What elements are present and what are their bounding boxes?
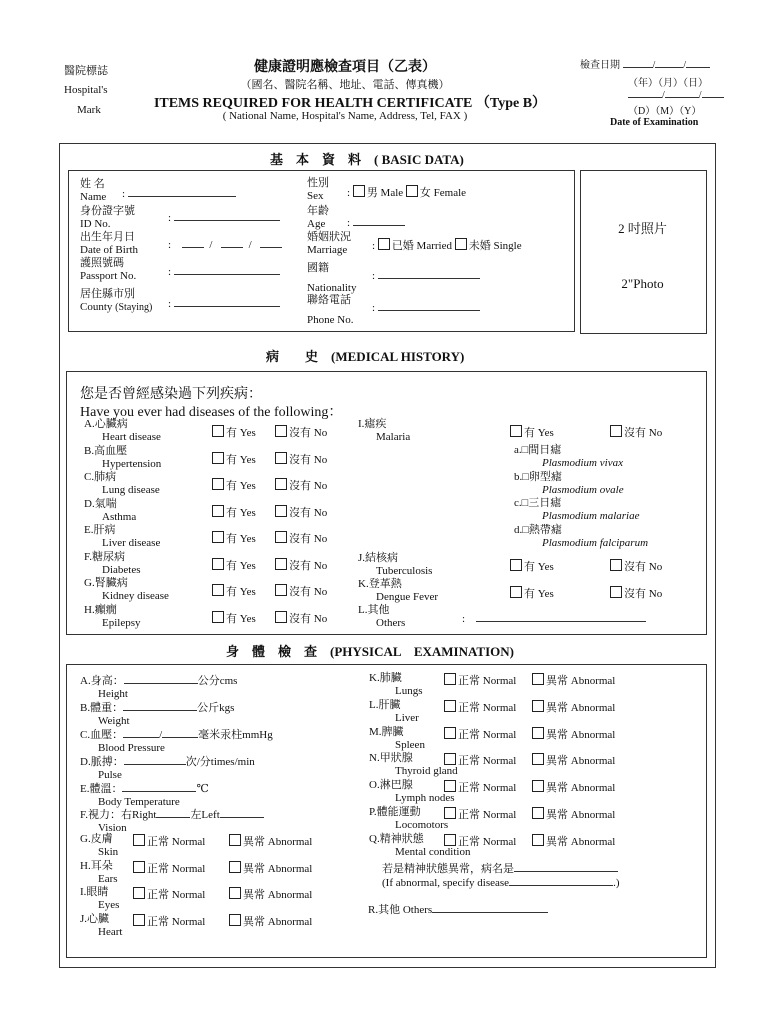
history-disease-label: H.癲癇 Epilepsy [84,603,141,629]
normal-checkbox[interactable]: 正常 Normal [444,699,516,715]
physical-item-label: H.耳朵 Ears [80,859,118,885]
physical-item-label: Q.精神狀態 Mental condition [369,832,471,858]
normal-checkbox[interactable]: 正常 Normal [133,833,205,849]
history-disease-label: B.高血壓 Hypertension [84,444,162,470]
passport-label: 護照號碼 Passport No. [80,257,137,282]
mental-note-en: (If abnormal, specify disease .) [382,874,619,889]
normal-checkbox[interactable]: 正常 Normal [444,779,516,795]
county-label: 居住縣市別 County (Staying) [80,288,153,313]
photo-label-zh: 2 吋照片 [618,221,667,236]
sex-options: : 男 Male 女 Female [347,187,467,199]
title-zh: 健康證明應檢查項目（乙表） [254,60,436,75]
hospital-mark-label-en2: Mark [77,104,101,116]
tb-no[interactable]: 沒有 No [610,558,662,574]
history-heading: 病 史 (MEDICAL HISTORY) [266,349,465,364]
dengue-no[interactable]: 沒有 No [610,585,662,601]
history-yes-checkbox[interactable]: 有 Yes [212,583,256,599]
id-label: 身份證字號 ID No. [80,205,135,230]
date-ymd-zh: （年）（月）（日） [628,78,708,89]
dengue-label: K.登革熱 Dengue Fever [358,578,439,603]
history-yes-checkbox[interactable]: 有 Yes [212,557,256,573]
height-field[interactable] [124,672,198,684]
normal-checkbox[interactable]: 正常 Normal [133,886,205,902]
bp-diastolic-field[interactable] [162,726,198,738]
history-no-checkbox[interactable]: 沒有 No [275,477,327,493]
malaria-type[interactable]: c.□三日瘧 Plasmodium malariae [514,497,640,522]
vision-left-field[interactable] [220,806,264,818]
malaria-yes[interactable]: 有 Yes [510,424,554,440]
photo-box[interactable] [580,170,707,334]
married-checkbox[interactable] [378,238,390,250]
abnormal-checkbox[interactable]: 異常 Abnormal [229,886,312,902]
abnormal-checkbox[interactable]: 異常 Abnormal [532,752,615,768]
height-row: A.身高： 公分cms Height [80,672,237,701]
abnormal-checkbox[interactable]: 異常 Abnormal [532,806,615,822]
malaria-type[interactable]: d.□熱帶瘧 Plasmodium falciparum [514,523,649,549]
single-checkbox[interactable] [455,238,467,250]
weight-row: B.體重： 公斤kgs Weight [80,699,234,728]
passport-field[interactable]: : [168,263,280,278]
temp-row: E.體溫： ℃ Body Temperature [80,780,209,809]
normal-checkbox[interactable]: 正常 Normal [444,672,516,688]
normal-checkbox[interactable]: 正常 Normal [444,806,516,822]
phone-field[interactable]: : [372,299,480,314]
history-yes-checkbox[interactable]: 有 Yes [212,451,256,467]
temp-field[interactable] [122,780,196,792]
others-label: L.其他 Others [358,604,406,629]
physical-item-label: P.體能運動 Locomotors [369,806,449,831]
normal-checkbox[interactable]: 正常 Normal [444,752,516,768]
subtitle-en: ( National Name, Hospital's Name, Address, Tel, FAX ) [222,110,468,122]
pulse-row: D.脈搏： 次/分times/min Pulse [80,753,255,782]
physical-others: R.其他 Others [368,901,548,917]
age-field[interactable]: : [347,210,405,229]
malaria-type[interactable]: a.□間日瘧 Plasmodium vivax [514,444,623,469]
tb-yes[interactable]: 有 Yes [510,558,554,574]
history-disease-label: D.氣喘 Asthma [84,497,137,523]
age-label: 年齡 Age [307,205,329,230]
nationality-field[interactable]: : [372,267,480,282]
female-checkbox[interactable] [406,185,418,197]
marriage-label: 婚姻狀況 Marriage [307,231,351,256]
id-field[interactable]: : [168,209,280,224]
basic-data-heading: 基 本 資 料 ( BASIC DATA) [270,152,464,167]
history-disease-label: G.腎臟病 Kidney disease [84,577,169,602]
county-field[interactable]: : [168,295,280,310]
bp-row: C.血壓： / 毫米汞柱mmHg Blood Pressure [80,726,273,755]
dob-field[interactable]: : / / [168,236,282,251]
date-label-zh: 檢查日期 / / [580,56,710,71]
others-field[interactable]: : [462,610,646,625]
normal-checkbox[interactable]: 正常 Normal [444,726,516,742]
physical-item-label: O.淋巴腺 Lymph nodes [369,779,455,805]
subtitle-zh: （國名、醫院名稱、地址、電話、傳真機） [240,79,450,91]
hospital-mark-label-zh: 醫院標誌 [64,65,108,77]
hospital-mark-label-en: Hospital's [64,84,108,96]
physical-item-label: K.肺臟 Lungs [369,672,423,697]
date-line-dmy[interactable]: / / [628,86,724,101]
physical-item-label: G.皮膚 Skin [80,833,119,858]
abnormal-checkbox[interactable]: 異常 Abnormal [532,672,615,688]
date-label-en: Date of Examination [610,117,699,128]
mental-note-zh: 若是精神狀態異常，病名是 [382,860,618,876]
abnormal-checkbox[interactable]: 異常 Abnormal [532,699,615,715]
history-yes-checkbox[interactable]: 有 Yes [212,477,256,493]
abnormal-checkbox[interactable]: 異常 Abnormal [229,860,312,876]
dengue-yes[interactable]: 有 Yes [510,585,554,601]
history-disease-label: F.糖尿病 Diabetes [84,550,141,576]
physical-heading: 身 體 檢 查 (PHYSICAL EXAMINATION) [226,644,514,659]
physical-item-label: I.眼睛 Eyes [80,886,120,911]
history-disease-label: C.肺病 Lung disease [84,471,160,496]
malaria-type[interactable]: b.□卵型瘧 Plasmodium ovale [514,470,624,496]
normal-checkbox[interactable]: 正常 Normal [133,860,205,876]
abnormal-checkbox[interactable]: 異常 Abnormal [229,833,312,849]
history-no-checkbox[interactable]: 沒有 No [275,610,327,626]
history-no-checkbox[interactable]: 沒有 No [275,504,327,520]
history-no-checkbox[interactable]: 沒有 No [275,557,327,573]
name-label: 姓 名 Name [80,178,107,203]
history-yes-checkbox[interactable]: 有 Yes [212,610,256,626]
malaria-label: I.瘧疾 Malaria [358,418,411,443]
pulse-field[interactable] [124,753,186,765]
history-disease-label: A.心臟病 Heart disease [84,418,161,443]
history-no-checkbox[interactable]: 沒有 No [275,530,327,546]
physical-others-field[interactable] [432,901,548,913]
physical-item-label: M.脾臟 Spleen [369,725,425,751]
physical-item-label: N.甲狀腺 Thyroid gland [369,752,458,778]
date-dmy: （D）（M）（Y） [628,106,702,117]
history-question-en: Have you ever had diseases of the following： [80,405,343,420]
phone-label: 聯絡電話 Phone No. [307,294,354,326]
history-no-checkbox[interactable]: 沒有 No [275,451,327,467]
physical-item-label: L.肝臟 Liver [369,698,419,724]
tb-label: J.結核病 Tuberculosis [358,552,433,577]
sex-label: 性別 Sex [307,177,329,202]
nationality-label: 國籍 Nationality [307,262,357,294]
name-field[interactable]: : [122,185,236,200]
vision-row: F.視力：右Right 左Left Vision [80,806,264,835]
history-question-zh: 您是否曾經感染過下列疾病： [80,387,262,402]
male-checkbox[interactable] [353,185,365,197]
bp-systolic-field[interactable] [123,726,159,738]
abnormal-checkbox[interactable]: 異常 Abnormal [532,726,615,742]
abnormal-checkbox[interactable]: 異常 Abnormal [229,913,312,929]
history-disease-label: E.肝病 Liver disease [84,524,161,549]
photo-label-en: 2"Photo [621,276,664,291]
abnormal-checkbox[interactable]: 異常 Abnormal [532,833,615,849]
vision-right-field[interactable] [156,806,190,818]
normal-checkbox[interactable]: 正常 Normal [133,913,205,929]
history-no-checkbox[interactable]: 沒有 No [275,424,327,440]
history-no-checkbox[interactable]: 沒有 No [275,583,327,599]
dob-label: 出生年月日 Date of Birth [80,231,139,256]
mental-disease-field-en[interactable] [509,874,613,886]
malaria-no[interactable]: 沒有 No [610,424,662,440]
history-yes-checkbox[interactable]: 有 Yes [212,424,256,440]
weight-field[interactable] [123,699,197,711]
normal-checkbox[interactable]: 正常 Normal [444,833,516,849]
title-en: ITEMS REQUIRED FOR HEALTH CERTIFICATE （Type B） [153,96,547,111]
marriage-options: : 已婚 Married 未婚 Single [372,240,522,252]
mental-disease-field-zh[interactable] [514,860,618,872]
history-yes-checkbox[interactable]: 有 Yes [212,530,256,546]
physical-item-label: J.心臟 Heart [80,912,123,938]
abnormal-checkbox[interactable]: 異常 Abnormal [532,779,615,795]
history-yes-checkbox[interactable]: 有 Yes [212,504,256,520]
